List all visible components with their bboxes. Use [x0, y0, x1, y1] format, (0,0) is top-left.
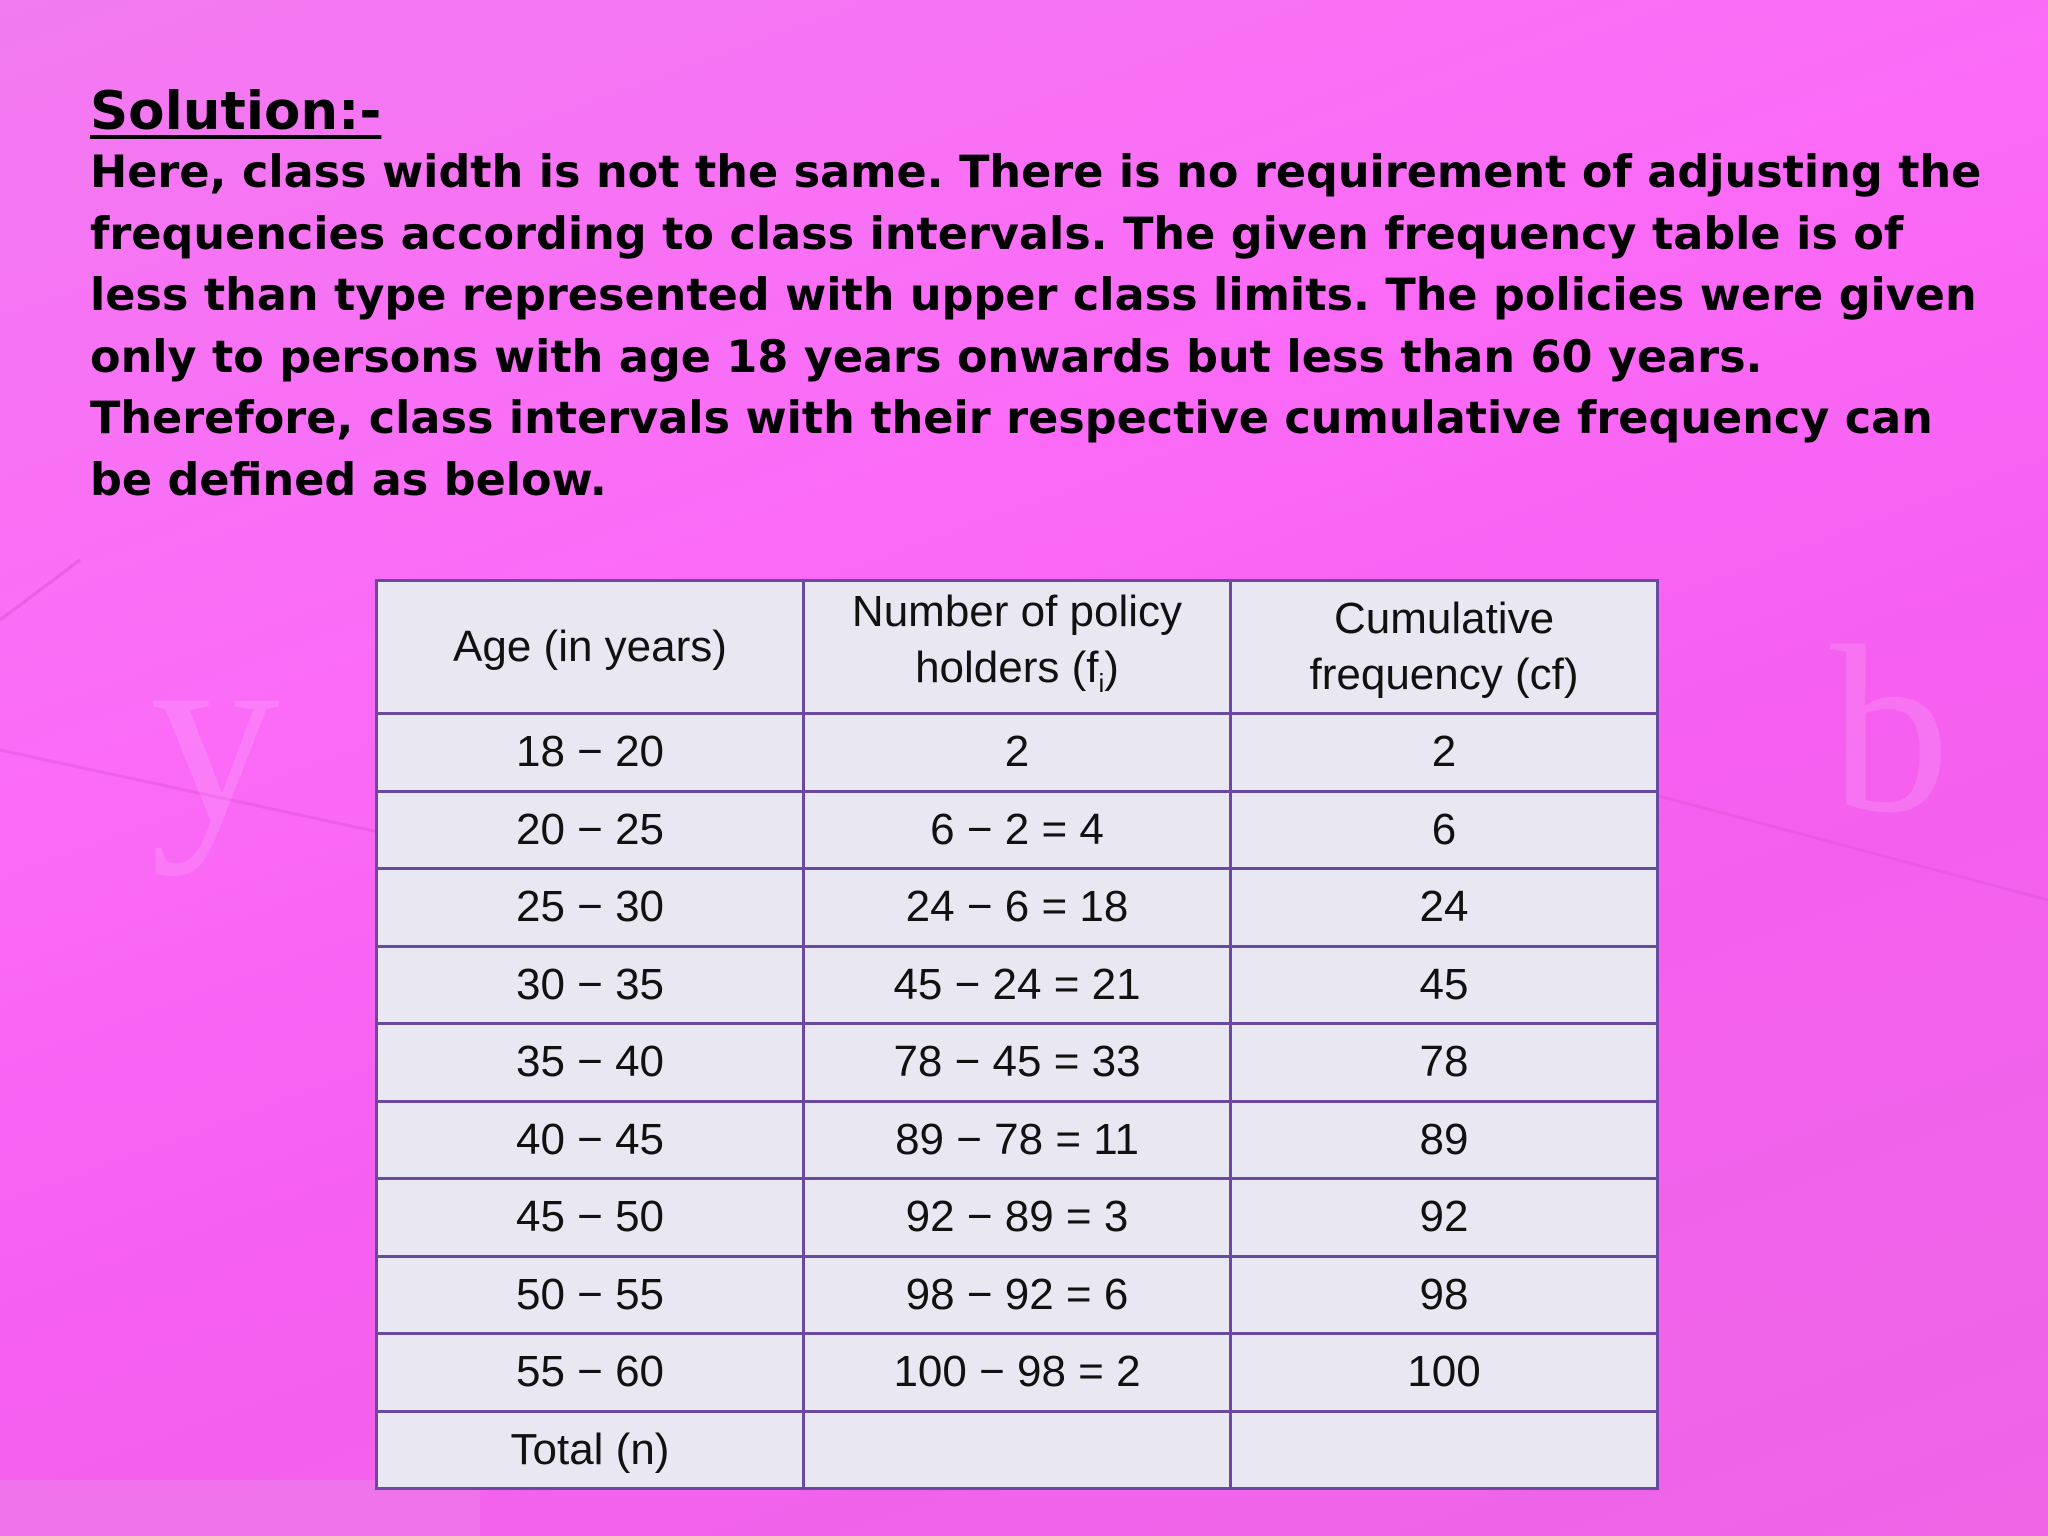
- cell-cumulative: 100: [1231, 1334, 1658, 1412]
- cell-cumulative: 89: [1231, 1101, 1658, 1179]
- header-cumulative-frequency: Cumulative frequency (cf): [1231, 581, 1658, 714]
- cell-age: 55 − 60: [377, 1334, 804, 1412]
- table-row: [377, 1256, 1658, 1334]
- header-age: Age (in years): [377, 581, 804, 714]
- table-row: [377, 946, 1658, 1024]
- table-row: [377, 1101, 1658, 1179]
- cell-cumulative: 92: [1231, 1179, 1658, 1257]
- cell-cumulative: [1231, 1411, 1658, 1489]
- header-policy-holders-subscript: i: [1098, 667, 1105, 698]
- cell-frequency: 78 − 45 = 33: [804, 1024, 1231, 1102]
- svg-text:y: y: [150, 589, 280, 877]
- table-row-total: [377, 1411, 1658, 1489]
- cell-cumulative: 45: [1231, 946, 1658, 1024]
- cell-age: Total (n): [377, 1411, 804, 1489]
- cell-age: 50 − 55: [377, 1256, 804, 1334]
- table-row: [377, 1179, 1658, 1257]
- cell-age: 18 − 20: [377, 714, 804, 792]
- table-row: [377, 791, 1658, 869]
- frequency-table: [375, 579, 1659, 1490]
- header-policy-holders: [804, 581, 1231, 714]
- cell-frequency: [804, 1411, 1231, 1489]
- slide-content: [90, 81, 1982, 511]
- cell-age: 40 − 45: [377, 1101, 804, 1179]
- solution-paragraph: Here, class width is not the same. There is no requirement of adjusting the frequencies according to class intervals. The given frequency table is of less than type represented with upper class limits. The policies were given only to persons with age 18 years onwards but less than 60 years. Therefore, class intervals with their respective cumulative frequency can be defined as below.: [90, 147, 1982, 506]
- cell-frequency: 100 − 98 = 2: [804, 1334, 1231, 1412]
- cell-frequency: 24 − 6 = 18: [804, 869, 1231, 947]
- frequency-table-container: [375, 579, 1659, 1490]
- cell-age: 35 − 40: [377, 1024, 804, 1102]
- svg-text:b: b: [1830, 596, 1950, 862]
- cell-frequency: 2: [804, 714, 1231, 792]
- header-policy-holders-close: ): [1104, 642, 1119, 692]
- table-row: [377, 1024, 1658, 1102]
- header-policy-holders-text: Number of policy holders (f: [851, 586, 1183, 692]
- table-header-row: [377, 581, 1658, 714]
- cell-frequency: 45 − 24 = 21: [804, 946, 1231, 1024]
- cell-cumulative: 6: [1231, 791, 1658, 869]
- cell-age: 45 − 50: [377, 1179, 804, 1257]
- cell-age: 20 − 25: [377, 791, 804, 869]
- cell-frequency: 6 − 2 = 4: [804, 791, 1231, 869]
- cell-age: 30 − 35: [377, 946, 804, 1024]
- table-row: [377, 714, 1658, 792]
- cell-frequency: 92 − 89 = 3: [804, 1179, 1231, 1257]
- cell-cumulative: 2: [1231, 714, 1658, 792]
- table-row: [377, 869, 1658, 947]
- cell-age: 25 − 30: [377, 869, 804, 947]
- solution-heading: Solution:-: [90, 81, 382, 142]
- cell-cumulative: 98: [1231, 1256, 1658, 1334]
- cell-cumulative: 78: [1231, 1024, 1658, 1102]
- cell-cumulative: 24: [1231, 869, 1658, 947]
- cell-frequency: 89 − 78 = 11: [804, 1101, 1231, 1179]
- table-row: [377, 1334, 1658, 1412]
- cell-frequency: 98 − 92 = 6: [804, 1256, 1231, 1334]
